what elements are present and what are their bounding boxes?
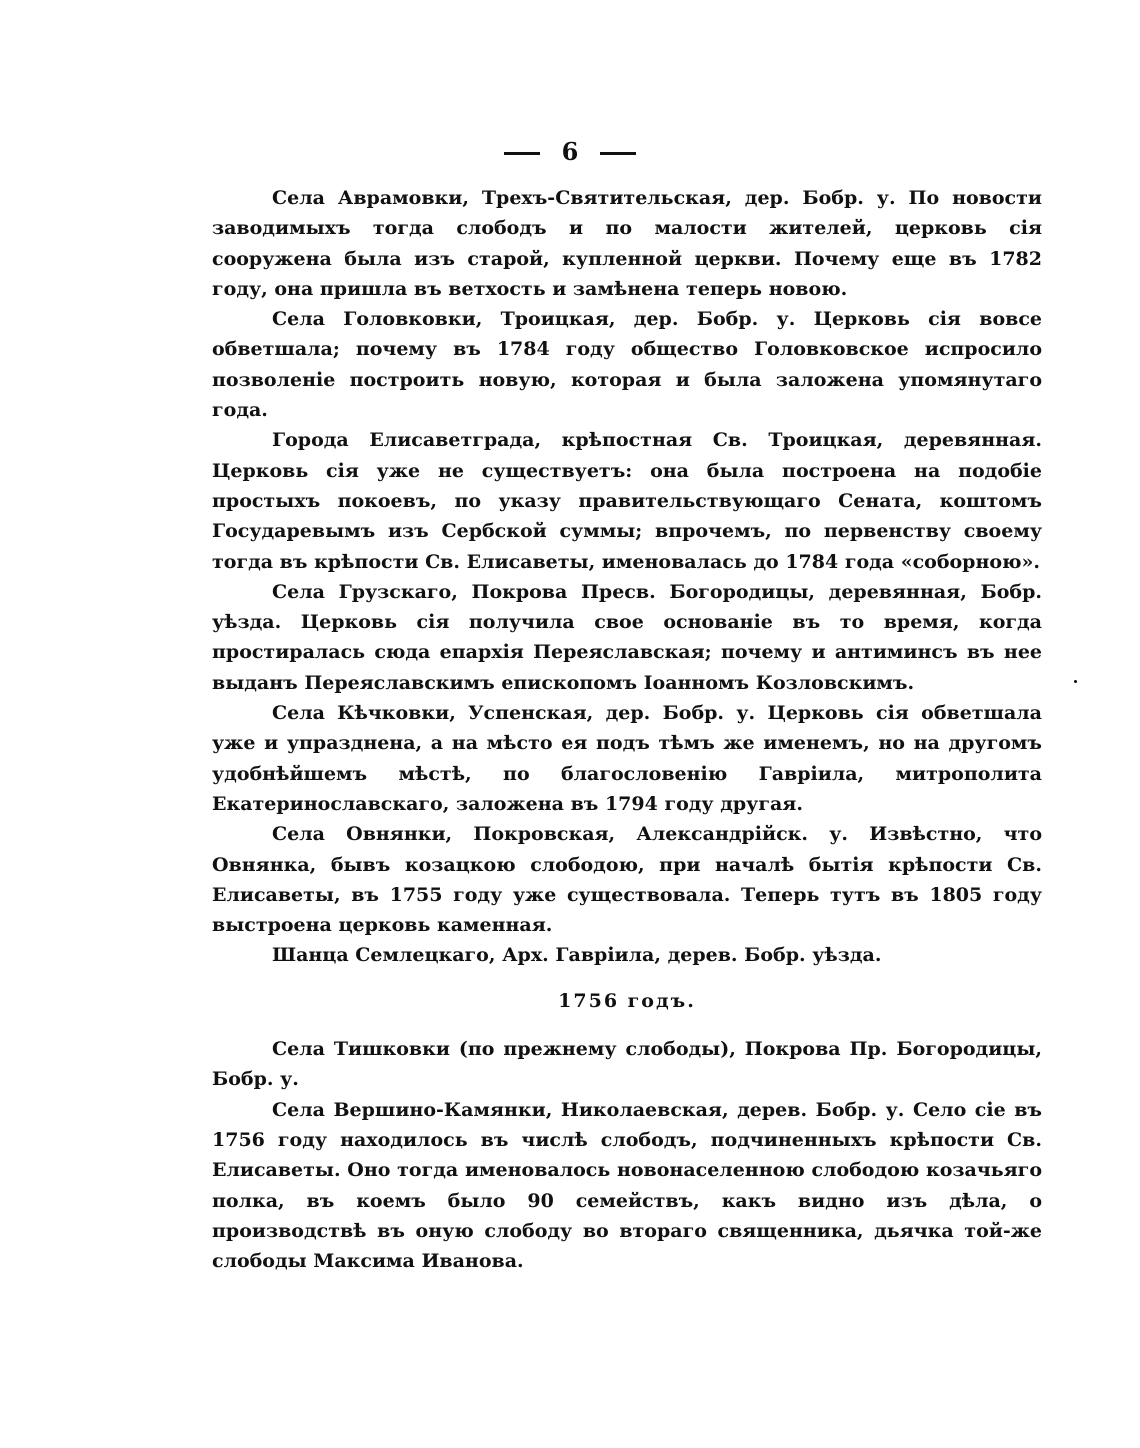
year-heading: 1756 годъ. [558,989,696,1012]
paragraph-ovnyanka: Села Овнянки, Покровская, Александрійск. у. Извѣстно, что Овнянка, бывъ козацкою слободою, при началѣ бытія крѣпости Св. Елисаветы, въ 1755 году уже существовала. Теперь тутъ въ 1805 году выстроена церковь каменная. [212,823,1042,937]
header-dash-right [600,152,636,155]
page-number: 6 [561,137,579,166]
page-header [0,138,1140,166]
paragraph-golovkovka: Села Головковки, Троицкая, дер. Бобр. у. Церковь сія вовсе обветшала; почему въ 1784 году общество Головковское испросило позволеніе построить новую, которая и была заложена упомянутаго года. [212,308,1042,422]
body-text [212,183,1042,1276]
paragraph-elisavetgrad: Города Елисаветграда, крѣпостная Св. Троицкая, деревянная. Церковь сія уже не существуетъ: она была построена на подобіе простыхъ покоевъ, по указу правительствующаго Сената, коштомъ Государевымъ изъ Сербской суммы; впрочемъ, по первенству своему тогда въ крѣпости Св. Елисаветы, именовалась до 1784 года «соборною». [212,429,1042,573]
paragraph-semletsky: Шанца Семлецкаго, Арх. Гавріила, дерев. Бобр. уѣзда. [272,944,882,967]
paragraph-tishkovka: Села Тишковки (по прежнему слободы), Покрова Пр. Богородицы, Бобр. у. [212,1038,1042,1091]
paragraph-avramovka: Села Аврамовки, Трехъ-Святительская, дер. Бобр. у. По новости заводимыхъ тогда слободъ и по малости жителей, церковь сія сооружена была изъ старой, купленной церкви. Почему еще въ 1782 году, она пришла въ ветхость и замѣнена теперь новою. [212,187,1042,300]
paragraph-gruzskoe: Села Грузскаго, Покрова Пресв. Богородицы, деревянная, Бобр. уѣзда. Церковь сія получила свое основаніе въ то время, когда простиралась сюда епархія Переяславская; почему и антиминсъ въ нее выданъ Переяславскимъ епископомъ Іоанномъ Козловскимъ. [212,580,1042,694]
header-dash-left [504,152,540,155]
paragraph-kechkovka: Села Кѣчковки, Успенская, дер. Бобр. у. Церковь сія обветшала уже и упразднена, а на мѣсто ея подъ тѣмъ же именемъ, но на другомъ удобнѣйшемъ мѣстѣ, по благословенію Гавріила, митрополита Екатеринославскаго, заложена въ 1794 году другая. [212,702,1042,815]
margin-dot [1074,680,1077,683]
paragraph-vershino-kamyanka: Села Вершино-Камянки, Николаевская, дерев. Бобр. у. Село сіе въ 1756 году находилось въ числѣ слободъ, подчиненныхъ крѣпости Св. Елисаветы. Оно тогда именовалось новонаселенною слободою козачьяго полка, въ коемъ было 90 семействъ, какъ видно изъ дѣла, о производствѣ въ оную слободу во втораго священника, дьячка той-же слободы Максима Иванова. [212,1098,1042,1273]
